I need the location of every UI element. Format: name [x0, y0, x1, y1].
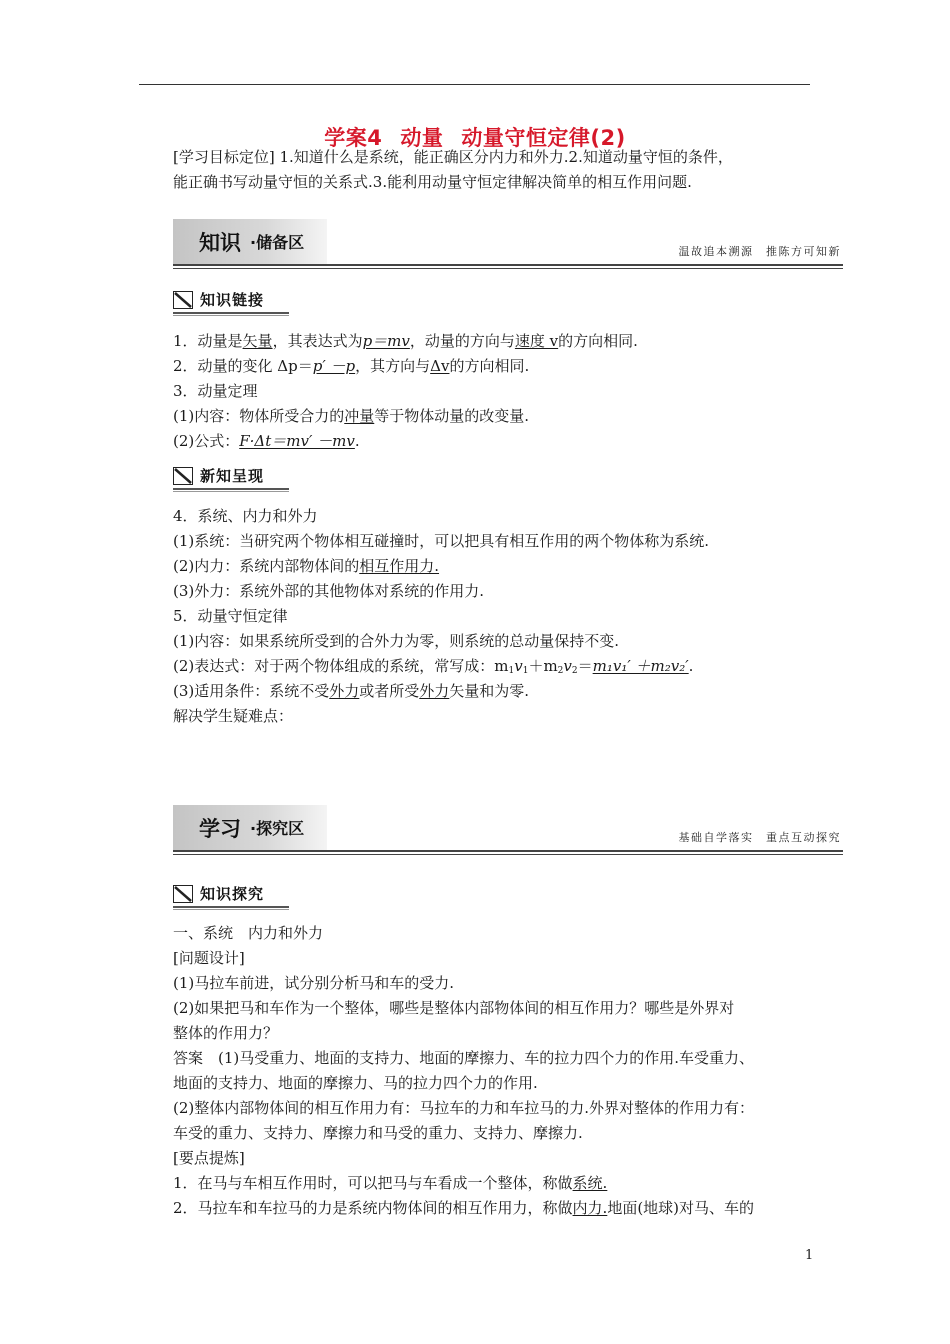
subheading-knowledge-link: 知识链接 [173, 288, 293, 314]
explore-line-7: 地面的支持力、地面的摩擦力、马的拉力四个力的作用. [173, 1074, 538, 1092]
page-number: 1 [805, 1248, 814, 1263]
explore-line-6: 答案 (1)马受重力、地面的支持力、地面的摩擦力、车的拉力四个力的作用.车受重力、 [173, 1049, 755, 1067]
new-line-1: 4．系统、内力和外力 [173, 507, 318, 525]
banner-motto: 温故追本溯源 推陈方可知新 [678, 245, 841, 258]
explore-line-5: 整体的作用力？ [173, 1024, 279, 1042]
subheading-explore: 知识探究 [173, 882, 293, 908]
knowledge-line-5: (2)公式：F·Δt＝mv′ －mv. [173, 432, 360, 450]
explore-line-4: (2)如果把马和车作为一个整体，哪些是整体内部物体间的相互作用力？哪些是外界对 [173, 999, 735, 1017]
new-line-7: (2)表达式：对于两个物体组成的系统，常写成：$m_1v_1+m_2v_2=m_1v_1' +m_2v_2'$. [173, 657, 694, 676]
new-line-8: (3)适用条件：系统不受外力或者所受外力矢量和为零. [173, 682, 530, 700]
diagonal-marker-icon [173, 885, 193, 903]
new-line-5: 5．动量守恒定律 [173, 607, 288, 625]
banner-title: 知识 [199, 231, 241, 255]
section-banner-study [173, 805, 843, 851]
knowledge-line-1: 1．动量是矢量，其表达式为p＝mv，动量的方向与速度 v的方向相同. [173, 332, 638, 350]
banner-motto: 基础自学落实 重点互动探究 [678, 831, 841, 844]
diagonal-marker-icon [173, 291, 193, 309]
explore-line-9: 车受的重力、支持力、摩擦力和马受的重力、支持力、摩擦力. [173, 1124, 583, 1142]
explore-line-3: (1)马拉车前进，试分别分析马和车的受力. [173, 974, 455, 992]
page-title: 学案4 动量 动量守恒定律(2) [324, 126, 626, 150]
knowledge-line-3: 3．动量定理 [173, 382, 258, 400]
header-rule [139, 84, 810, 85]
objectives-line-2: 能正确书写动量守恒的关系式.3.能利用动量守恒定律解决简单的相互作用问题. [173, 173, 692, 191]
diagonal-marker-icon [173, 467, 193, 485]
explore-line-11: 1．在马与车相互作用时，可以把马与车看成一个整体，称做系统. [173, 1174, 608, 1192]
section-banner-knowledge [173, 219, 843, 265]
new-line-9: 解决学生疑难点： [173, 707, 294, 725]
banner-subtitle: ·储备区 [250, 233, 305, 252]
banner-subtitle: ·探究区 [250, 819, 305, 838]
explore-line-2: [问题设计] [173, 949, 245, 967]
knowledge-line-4: (1)内容：物体所受合力的冲量等于物体动量的改变量. [173, 407, 530, 425]
new-line-3: (2)内力：系统内部物体间的相互作用力. [173, 557, 440, 575]
new-line-2: (1)系统：当研究两个物体相互碰撞时，可以把具有相互作用的两个物体称为系统. [173, 532, 710, 550]
explore-line-12: 2．马拉车和车拉马的力是系统内物体间的相互作用力，称做内力.地面(地球)对马、车的 [173, 1199, 755, 1217]
knowledge-line-2: 2．动量的变化 Δp＝p′ －p，其方向与Δv的方向相同. [173, 357, 530, 375]
objectives-line-1: [学习目标定位] 1.知道什么是系统，能正确区分内力和外力.2.知道动量守恒的条件， [173, 148, 733, 166]
explore-line-10: [要点提炼] [173, 1149, 245, 1167]
new-line-4: (3)外力：系统外部的其他物体对系统的作用力. [173, 582, 485, 600]
banner-title: 学习 [199, 817, 241, 841]
explore-line-1: 一、系统 内力和外力 [173, 924, 324, 942]
new-line-6: (1)内容：如果系统所受到的合外力为零，则系统的总动量保持不变. [173, 632, 620, 650]
explore-line-8: (2)整体内部物体间的相互作用力有：马拉车的力和车拉马的力.外界对整体的作用力有： [173, 1099, 755, 1117]
subheading-new-knowledge: 新知呈现 [173, 464, 293, 490]
